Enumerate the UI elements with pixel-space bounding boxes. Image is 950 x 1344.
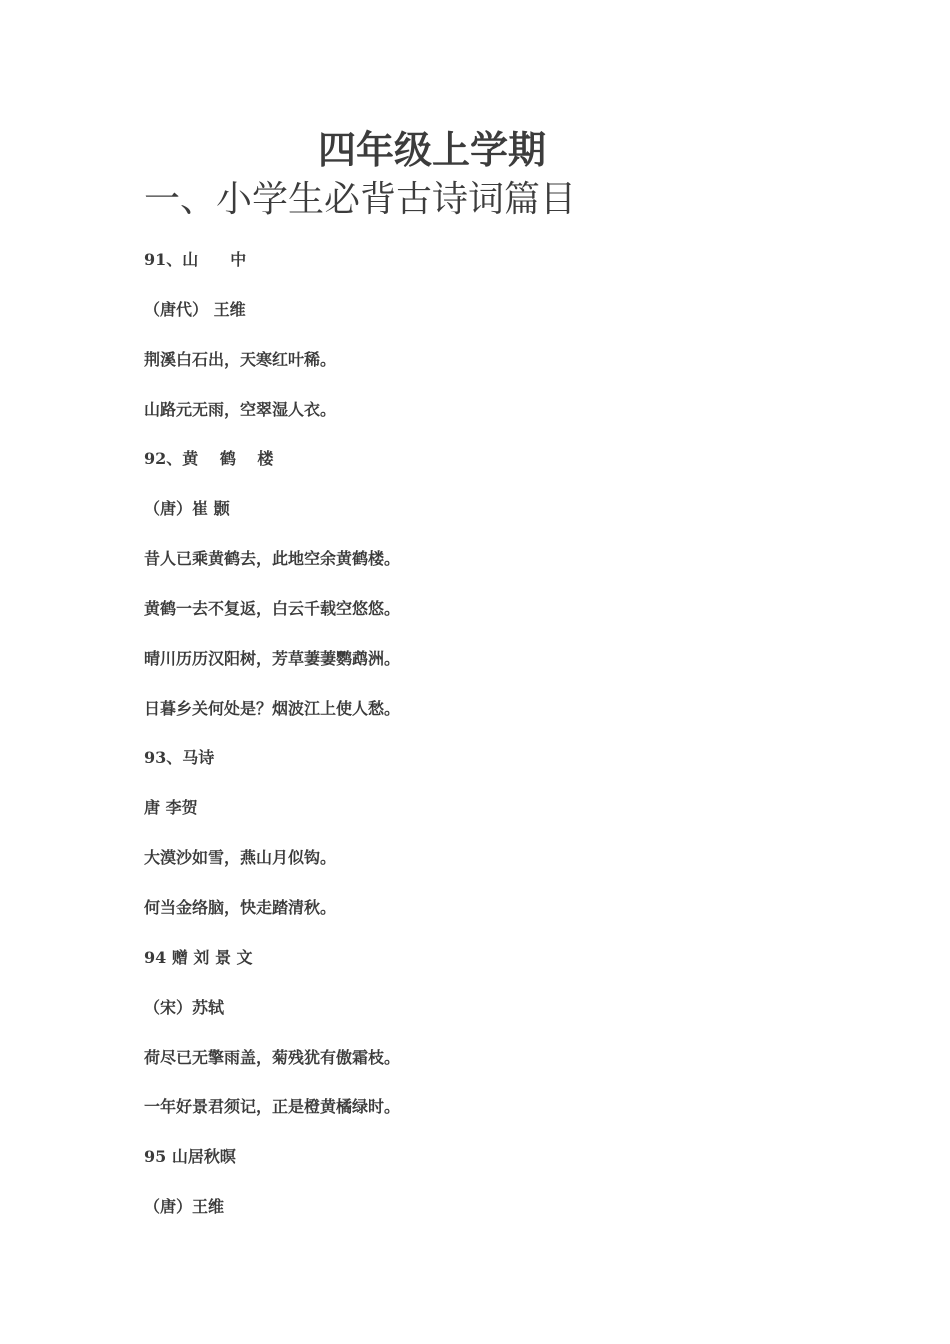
poem-line: 荆溪白石出，天寒红叶稀。 [144,349,337,369]
poem-line: 山路元无雨，空翠湿人衣。 [144,399,337,419]
poem-list [144,248,844,1245]
poem-line: 昔人已乘黄鹤去，此地空余黄鹤楼。 [144,549,401,569]
poem-line: 大漠沙如雪，燕山月似钩。 [144,848,337,868]
poem-author-91: （唐代） 王维 [144,299,246,319]
poem-line: 何当金络脑，快走踏清秋。 [144,897,337,917]
page-title: 四年级上学期 [317,128,546,172]
poem-author-92: （唐）崔 颢 [144,499,230,519]
poem-author-95: （唐）王维 [144,1197,225,1217]
poem-line: 晴川历历汉阳树，芳草萋萋鹦鹉洲。 [144,648,401,668]
poem-author-93: 唐 李贺 [144,798,198,818]
poem-line: 荷尽已无擎雨盖，菊残犹有傲霜枝。 [144,1047,401,1067]
poem-line: 日暮乡关何处是？烟波江上使人愁。 [144,698,401,718]
poem-title-91: 91、山 中 [144,250,247,269]
poem-author-94: （宋）苏轼 [144,997,225,1017]
poem-title-94: 94 赠 刘 景 文 [144,947,253,967]
section-heading: 一、小学生必背古诗词篇目 [144,179,577,220]
poem-line: 一年好景君须记，正是橙黄橘绿时。 [144,1097,401,1117]
poem-title-92: 92、黄 鹤 楼 [144,449,274,469]
poem-title-95: 95 山居秋暝 [144,1147,236,1167]
poem-line: 黄鹤一去不复返，白云千载空悠悠。 [144,598,401,618]
poem-title-93: 93、马诗 [144,748,215,768]
